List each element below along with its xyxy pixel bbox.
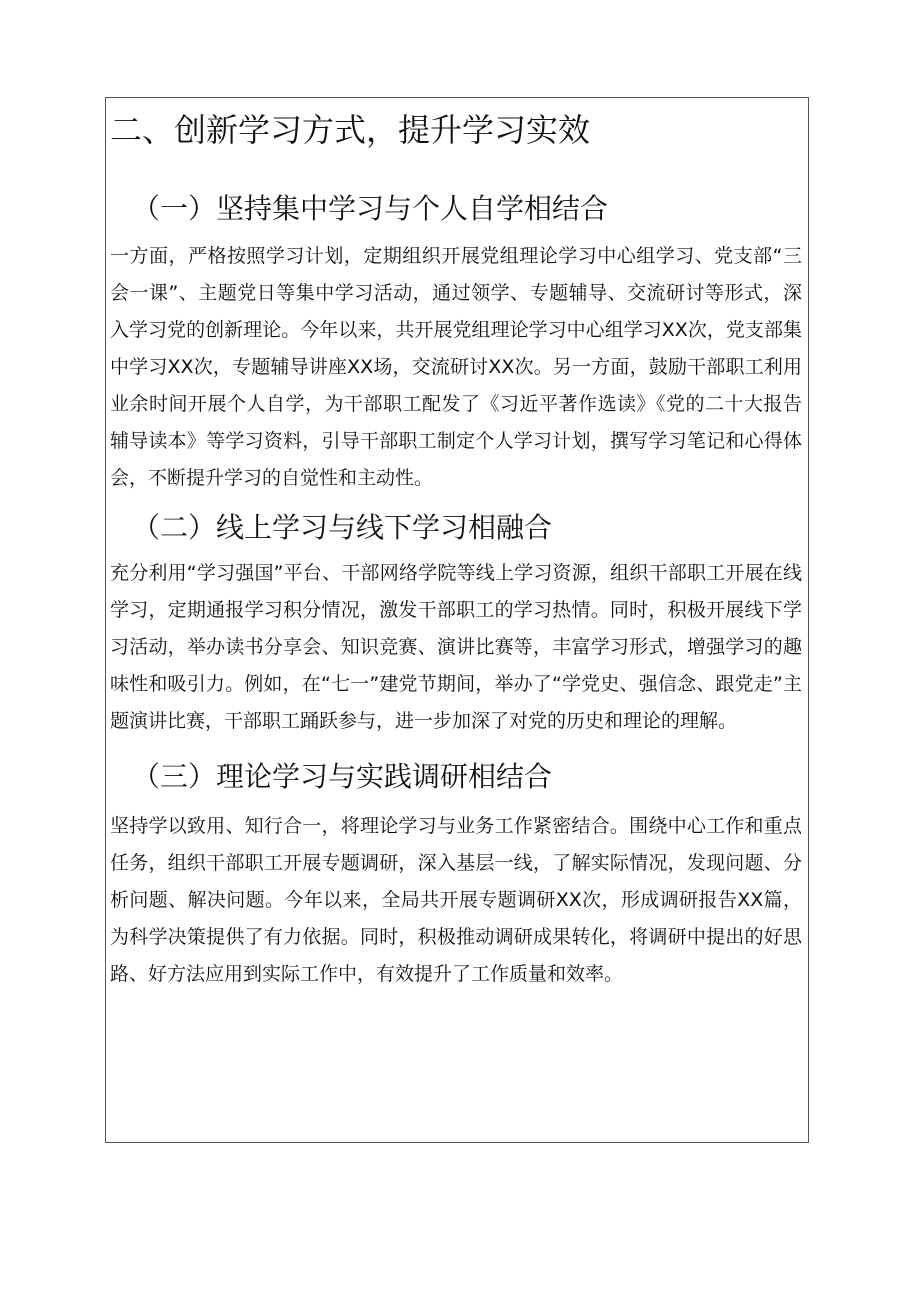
subsection-heading-3: （三）理论学习与实践调研相结合: [132, 760, 553, 793]
subsection-body-3: 坚持学以致用、知行合一，将理论学习与业务工作紧密结合。围绕中心工作和重点任务，组织干部职工开展专题调研，深入基层一线，了解实际情况，发现问题、分析问题、解决问题。今年以来，全局共开展专题调研XX次，形成调研报告XX篇，为科学决策提供了有力依据。同时，积极推动调研成果转化，将调研中提出的好思路、好方法应用到实际工作中，有效提升了工作质量和效率。: [110, 815, 802, 985]
subsection-heading-1: （一）坚持集中学习与个人自学相结合: [132, 192, 609, 225]
section-title: 二、创新学习方式，提升学习实效: [110, 111, 591, 149]
document-frame: [105, 97, 809, 1143]
subsection-body-2: 充分利用“学习强国”平台、干部网络学院等线上学习资源，组织干部职工开展在线学习，定期通报学习积分情况，激发干部职工的学习热情。同时，积极开展线下学习活动，举办读书分享会、知识竞赛、演讲比赛等，丰富学习形式，增强学习的趣味性和吸引力。例如，在“七一”建党节期间，举办了“学党史、强信念、跟党走”主题演讲比赛，干部职工踊跃参与，进一步加深了对党的历史和理论的理解。: [110, 562, 802, 732]
subsection-heading-2: （二）线上学习与线下学习相融合: [132, 511, 553, 544]
subsection-body-1: 一方面，严格按照学习计划，定期组织开展党组理论学习中心组学习、党支部“三会一课”、主题党日等集中学习活动，通过领学、专题辅导、交流研讨等形式，深入学习党的创新理论。今年以来，共开展党组理论学习中心组学习XX次，党支部集中学习XX次，专题辅导讲座XX场，交流研讨XX次。另一方面，鼓励干部职工利用业余时间开展个人自学，为干部职工配发了《习近平著作选读》《党的二十大报告辅导读本》等学习资料，引导干部职工制定个人学习计划，撰写学习笔记和心得体会，不断提升学习的自觉性和主动性。: [110, 245, 802, 489]
